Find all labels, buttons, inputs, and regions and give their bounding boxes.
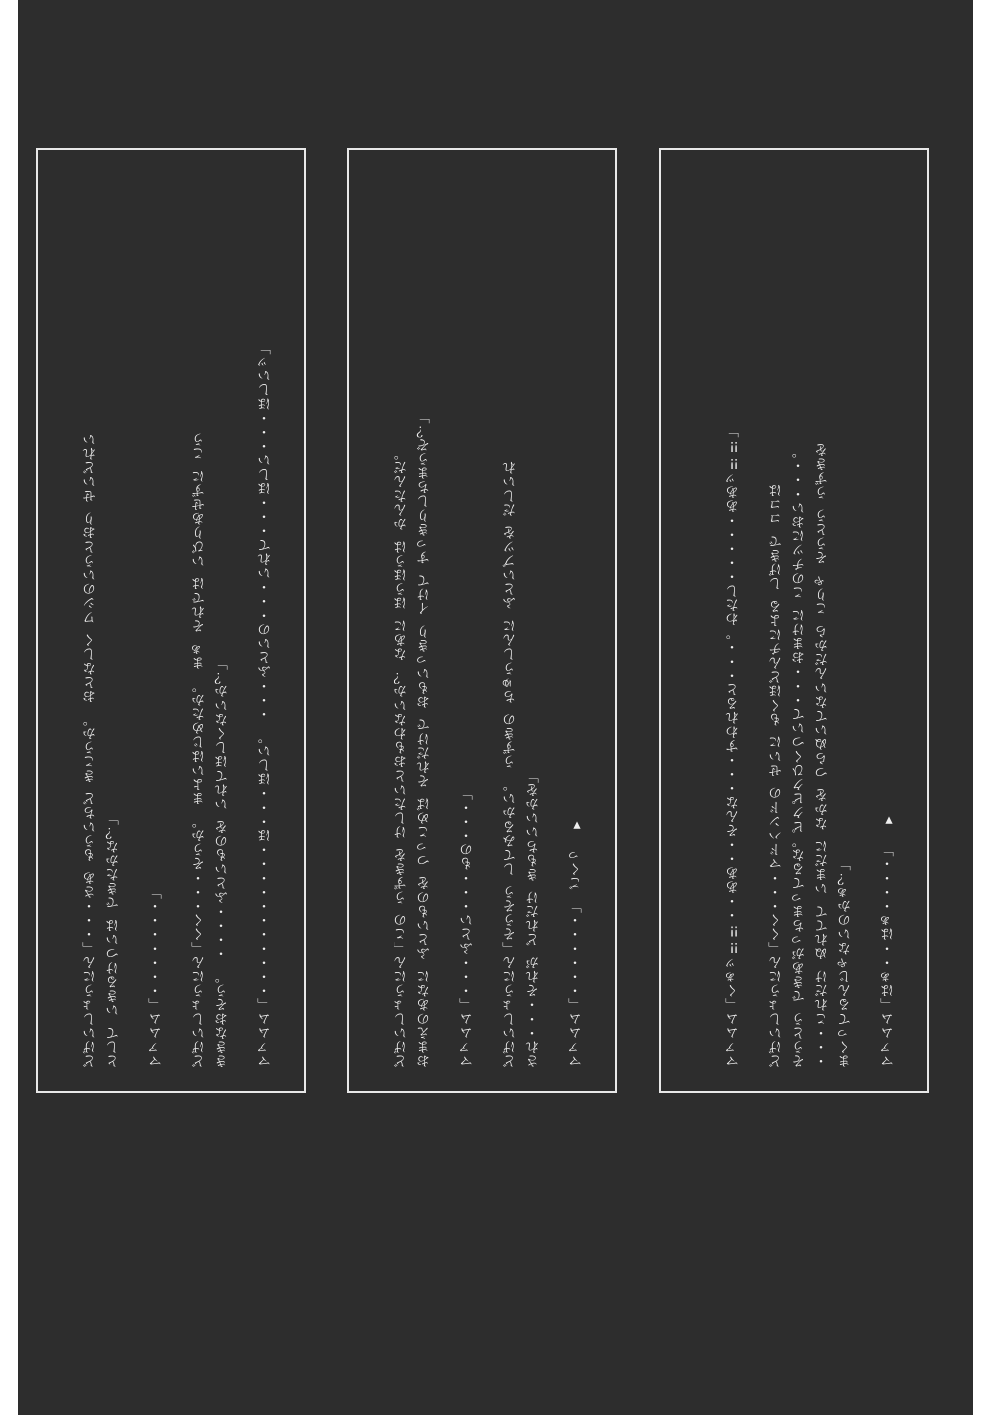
dialog-line: マァムム「・・・・・・・」	[149, 884, 165, 1068]
dialog-line: マァムム「くぁッ‼‼・・ああ・・そんな・・・すわれると・・・。わたし・・・・・ああッ‼‼」	[726, 423, 742, 1068]
dialog-line: マァムム「・・・・・・・・・・・ほ・・・ほしい。 ・・・ふといの・・・いれて・・・ほしい・・・ほしいッ」	[258, 340, 274, 1068]
dialog-line: どげいしょうにん「そうそう してみるかい。 うずきの ちゅうしんに ふといブツを だしいれ	[503, 460, 519, 1068]
dialog-line: として いきるけついは できたかな？」	[106, 810, 122, 1068]
dialog-box-1	[659, 148, 929, 1093]
dialog-line: マァムム「・・・ふとい・・・もの・・・」	[460, 786, 476, 1068]
next-page-cursor-icon[interactable]: ▼	[570, 818, 584, 834]
dialog-line: ・・・これだけ ぬれてて いまだに なかを つらぬいてないんだから こりゃ そうとう うずきを	[815, 442, 831, 1068]
dialog-line: どげいしょうにん「この うずきを けしたいとおもわないか？ なあに ほうほうは かんたんだ。	[394, 446, 410, 1068]
dark-page-background	[18, 0, 973, 1415]
next-page-cursor-icon[interactable]: ▼	[882, 813, 896, 828]
dialog-text-3	[80, 188, 278, 1068]
dialog-line: され・・・それが どれだけ きもちいいかを」	[526, 768, 542, 1068]
dialog-box-3	[36, 148, 306, 1093]
dialog-line: おまえのあなに ふといものを つっこめば それだけで おもいっきり イけて すっきりしちまうぞ？」	[417, 409, 433, 1068]
dialog-text-2	[391, 188, 589, 1068]
dialog-line: マァムム「はぁ・・はぁ・・・・」 ▼	[878, 188, 901, 1068]
dialog-line: どげいしょうにん「くく・・・マドハンドの せいに もくほどんチによる しげきで ココは	[769, 483, 785, 1068]
dialog-line: マァムム「・・・・・・」 ごくっ ▼	[566, 188, 589, 1068]
dialog-line: まくってるんじゃないのかぁ？」	[838, 856, 854, 1068]
dialog-line: ききなおそう。 ・・・・ふといものを いれてほしくないか？」	[215, 655, 231, 1068]
dialog-text-1	[723, 188, 901, 1068]
dialog-box-2	[347, 148, 617, 1093]
dialog-line: どげいしょうにん「くく・・・そうか。 まよいはじめたか。 まぁ それでは いびりあせずに こう	[192, 432, 208, 1068]
dialog-line: どげいしょうにん「・・・さあ もういちど きこうか。 おとなしく ワシのいうとおり せいどれい	[83, 432, 99, 1068]
dialog-line: そうとう できあがっちまってるな。ピクピクひくついて・・・おまけに このチツにおい・・・。	[792, 444, 808, 1068]
